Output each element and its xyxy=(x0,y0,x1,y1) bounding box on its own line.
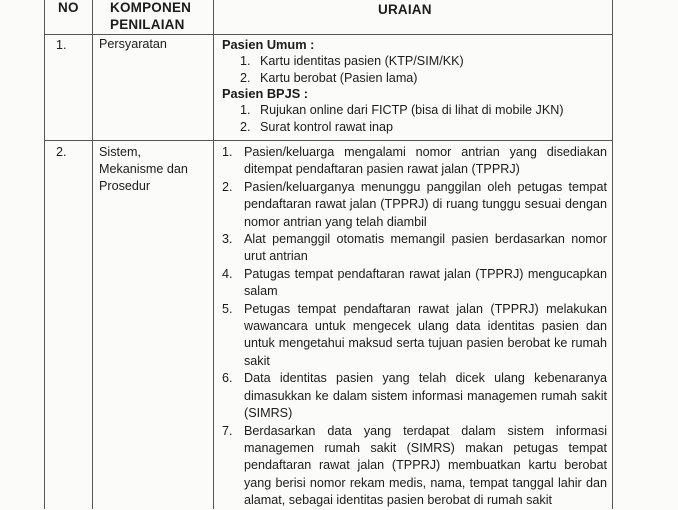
table-divider-no xyxy=(92,0,93,509)
group-title-umum: Pasien Umum : xyxy=(222,37,315,52)
group-title-bpjs: Pasien BPJS : xyxy=(222,86,309,102)
header-penilaian: PENILAIAN xyxy=(110,17,185,32)
list-item: 6. Data identitas pasien yang telah dicek ulang kebenaranya dimasukkan ke dalam sistem informasi managemen rumah sakit (SIMRS) xyxy=(222,371,607,421)
table-divider-komponen xyxy=(213,0,214,509)
row2-number: 2. xyxy=(56,145,67,159)
header-no: NO xyxy=(58,0,79,15)
list-umum xyxy=(240,53,607,86)
table-border-right xyxy=(612,0,613,509)
header-komponen: KOMPONEN xyxy=(110,0,192,15)
row1-description xyxy=(222,37,607,135)
list-item: 7. Berdasarkan data yang terdapat dalam sistem informasi managemen rumah sakit (SIMRS) makan petugas tempat pendaftaran rawat jalan (TPPRJ) membuatkan kartu berobat yang berisi nomor rekam medis, nama, tempat tanggal lahir dan alamat, sebagai identitas pasien berobat di rumah sakit xyxy=(222,423,607,508)
row1-number: 1. xyxy=(56,38,67,52)
list-item: 1. Pasien/keluarga mengalami nomor antrian yang disediakan ditempat pendaftaran pasien rawat jalan (TPPRJ) xyxy=(222,145,607,177)
list-item: 2. Kartu berobat (Pasien lama) xyxy=(240,70,418,85)
list-item: 1. Kartu identitas pasien (KTP/SIM/KK) xyxy=(240,54,464,68)
list-item: 4. Patugas tempat pendaftaran rawat jalan (TPPRJ) mengucapkan salam xyxy=(222,266,607,299)
header-uraian: URAIAN xyxy=(378,2,432,17)
list-item: 2. Surat kontrol rawat inap xyxy=(240,119,394,134)
row1-component: Persyaratan xyxy=(99,37,167,51)
row2-component: Sistem, Mekanisme dan Prosedur xyxy=(99,145,188,193)
header-bottom-rule xyxy=(44,34,613,35)
list-item: 1. Rujukan online dari FICTP (bisa di lihat di mobile JKN) xyxy=(240,103,564,118)
list-bpjs xyxy=(240,102,607,135)
row2-description xyxy=(222,144,607,510)
list-item: 5. Petugas tempat pendaftaran rawat jalan (TPPRJ) melakukan wawancara untuk mengecek ulang data identitas pasien dan untuk mengetahui maksud serta tujuan pasien berobat ke rumah sakit xyxy=(222,301,607,368)
list-item: 2. Pasien/keluarganya menunggu panggilan oleh petugas tempat pendaftaran rawat jalan (TPPRJ) di ruang tunggu sesuai dengan nomor antrian yang telah diambil xyxy=(222,179,607,229)
procedure-steps xyxy=(222,144,607,510)
list-item: 3. Alat pemanggil otomatis memangil pasien berdasarkan nomor urut antrian xyxy=(222,232,607,264)
table-border-left xyxy=(44,0,45,509)
row-separator xyxy=(44,140,613,141)
